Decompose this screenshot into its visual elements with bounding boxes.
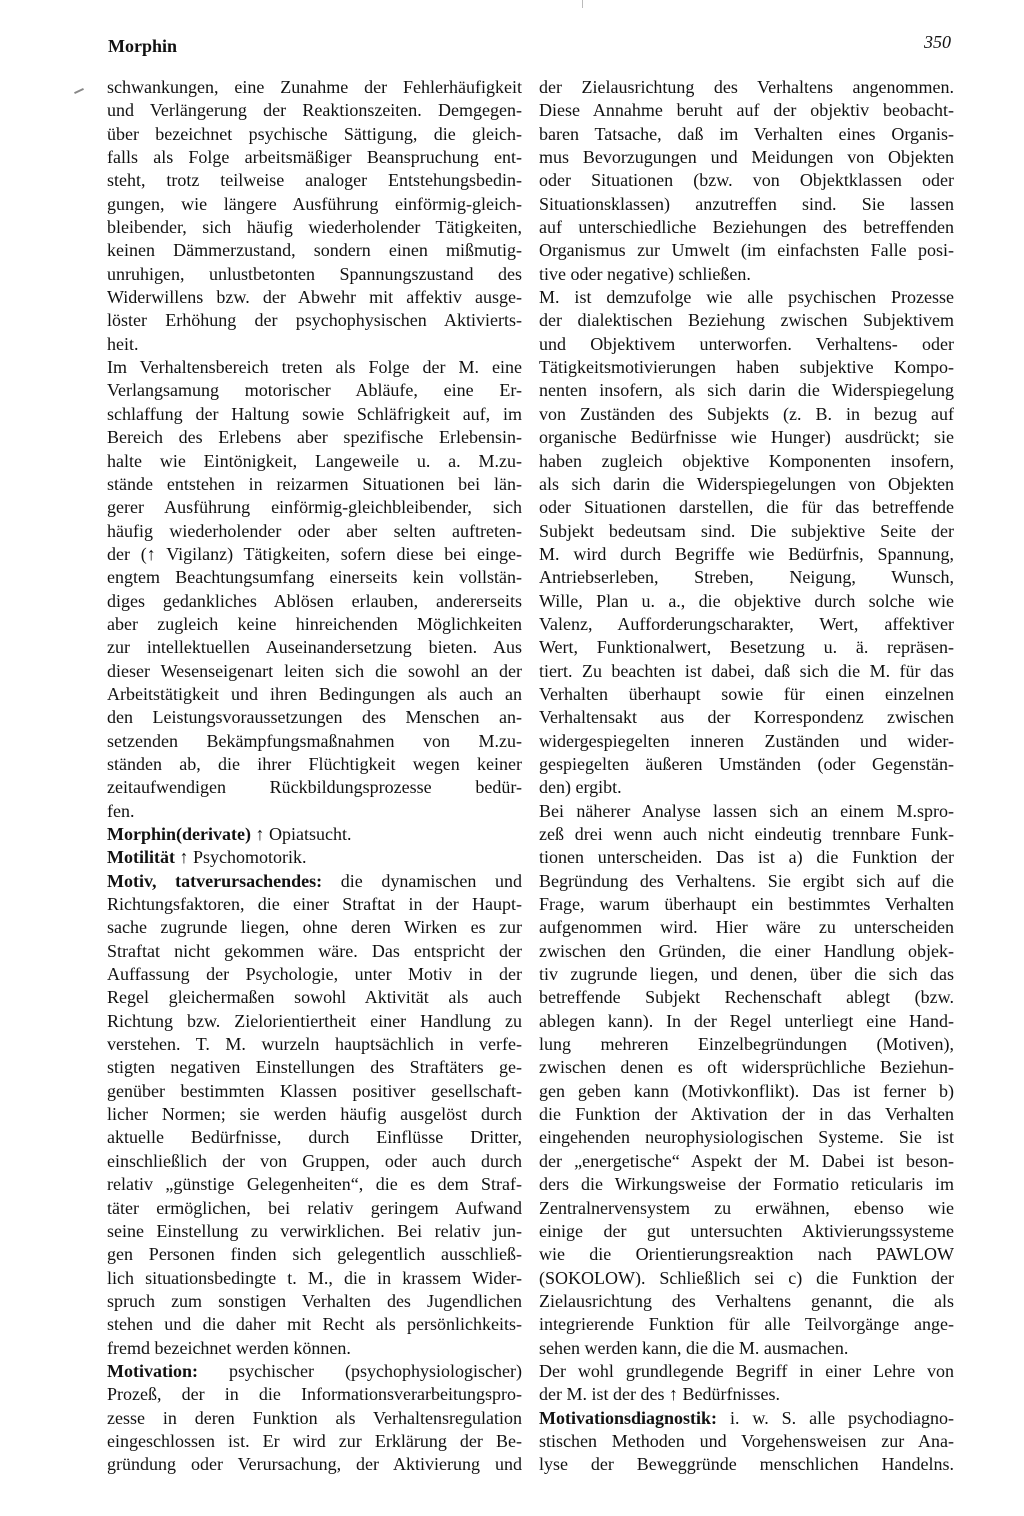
text-line: sache zugrunde liegen, ohne deren Wirken es zur bbox=[107, 917, 522, 938]
text-line: der „energetische“ Aspekt der M. Dabei ist beson- bbox=[539, 1150, 954, 1171]
text-line: Begründung des Verhaltens. Sie ergibt sich auf die bbox=[539, 870, 954, 891]
text-line: auf unterschiedliche Beziehungen des betreffenden bbox=[539, 217, 954, 238]
text-line: Tätigkeitsmotivierungen haben subjektive Kompo- bbox=[539, 357, 954, 378]
text-line: ablegen kann). In der Regel unterliegt eine Hand- bbox=[539, 1010, 954, 1031]
text-line: Verlangsamung motorischer Abläufe, eine Er- bbox=[107, 380, 522, 401]
text-line: aber zugleich keine hinreichenden Möglichkeiten bbox=[107, 613, 522, 634]
right-column bbox=[539, 76, 954, 1477]
text-line: lung mehreren Einzelbegründungen (Motiven), bbox=[539, 1034, 954, 1055]
text-line: Wert, Funktionalwert, Besetzung u. ä. repräsen- bbox=[539, 637, 954, 658]
text-line: gründung oder Verursachung, der Aktivierung und bbox=[107, 1454, 522, 1475]
text-line: Wille, Plan u. a., die objektive durch solche wie bbox=[539, 590, 954, 611]
text-line: Antriebserleben, Streben, Neigung, Wunsch, bbox=[539, 567, 954, 588]
text-line: einschließlich der von Gruppen, oder auch durch bbox=[107, 1150, 522, 1171]
text-line: über bezeichnet psychische Sättigung, die gleich- bbox=[107, 123, 522, 144]
text-line: Prozeß, der in die Informationsverarbeitungspro- bbox=[107, 1384, 522, 1405]
text-line: stigten negativen Einstellungen des Straftäters ge- bbox=[107, 1057, 522, 1078]
text-line: Situationsklassen) anzutreffen sind. Sie lassen bbox=[539, 193, 954, 214]
text-line: der M. ist der des ↑ Bedürfnisses. bbox=[539, 1384, 780, 1405]
text-line: zeß drei wenn auch nicht eindeutig trennbare Funk- bbox=[539, 824, 954, 844]
text-line: seine Einstellung zu verwirklichen. Bei relativ jun- bbox=[107, 1220, 522, 1241]
text-line: Bei näherer Analyse lassen sich an einem M.spro- bbox=[539, 800, 954, 821]
text-line: Morphin(derivate) ↑ Opiatsucht. bbox=[107, 824, 352, 844]
text-line: häufig wiederholender oder aber selten auftreten- bbox=[107, 520, 522, 541]
text-line: Motivationsdiagnostik: i. w. S. alle psychodiagno- bbox=[539, 1407, 954, 1428]
text-line: gungen, wie längere Ausführung einförmig-gleich- bbox=[107, 193, 522, 214]
text-line: Organismus zur Umwelt (im einfachsten Falle posi- bbox=[539, 240, 954, 261]
text-line: spruch zum sonstigen Verhalten des Jugendlichen bbox=[107, 1290, 522, 1311]
text-line: zeitaufwendigen Rückbildungsprozesse bedür- bbox=[107, 777, 522, 798]
text-line: Auffassung der Psychologie, unter Motiv in der bbox=[107, 964, 522, 985]
text-line: einige der gut untersuchten Aktivierungssysteme bbox=[539, 1220, 954, 1241]
entry-term: Motilität bbox=[107, 847, 175, 868]
entry-term: Motiv, tatverursachendes: bbox=[107, 870, 323, 891]
scan-tick-mark bbox=[582, 0, 583, 8]
text-line: zur intellektuellen Auseinandersetzung bieten. Aus bbox=[107, 637, 522, 658]
text-line: Widerwillens bzw. der Abwehr mit affektiv ausge- bbox=[107, 287, 522, 308]
text-line: Frage, warum überhaupt ein bestimmtes Verhalten bbox=[539, 894, 954, 915]
page-number: 350 bbox=[924, 32, 951, 52]
text-line: täter ermöglichen, bei relativ geringem Aufwand bbox=[107, 1197, 522, 1218]
text-line: Verhalten überhaupt sowie für einen einzelnen bbox=[539, 683, 954, 704]
text-line: integrierende Funktion für alle Teilvorgänge ange- bbox=[539, 1314, 954, 1335]
text-line: von Zuständen des Subjekts (z. B. in bezug auf bbox=[539, 403, 954, 424]
text-line: Zielausrichtung des Verhaltens genannt, die als bbox=[539, 1290, 954, 1311]
text-line: heit. bbox=[107, 333, 139, 354]
text-line: bleibender, sich häufig wiederholender Tätigkeiten, bbox=[107, 217, 522, 238]
text-line: halte wie Eintönigkeit, Langeweile u. a. M.zu- bbox=[107, 450, 522, 471]
text-line: gerer Ausführung einförmig-gleichbleibender, sich bbox=[107, 497, 522, 518]
text-line: aufgenommen wird. Hier wäre zu unterscheiden bbox=[539, 917, 954, 938]
text-line: und Objektivem unterworfen. Verhaltens- oder bbox=[539, 333, 954, 354]
text-line: Richtungsfaktoren, die einer Straftat in der Haupt- bbox=[107, 894, 522, 915]
text-line: die Funktion der Aktivation der in das Verhalten bbox=[539, 1104, 954, 1125]
text-line: falls als Folge arbeitsmäßiger Beanspruchung ent- bbox=[107, 147, 522, 168]
text-line: fen. bbox=[107, 800, 135, 821]
text-line: Im Verhaltensbereich treten als Folge der M. eine bbox=[107, 357, 522, 378]
text-line: licher Normen; sie werden häufig ausgelöst durch bbox=[107, 1104, 522, 1125]
text-line: relativ „günstige Gelegenheiten“, die es dem Straf- bbox=[107, 1174, 522, 1195]
text-line: Motiv, tatverursachendes: die dynamischen und bbox=[107, 870, 522, 891]
text-line: M. wird durch Begriffe wie Bedürfnis, Spannung, bbox=[539, 543, 954, 564]
text-line: oder Situationen (bzw. von Objektklassen oder bbox=[539, 170, 954, 191]
text-line: dieser Wesenseigenart leiten sich die sowohl an der bbox=[107, 660, 522, 681]
entry-term: Morphin(derivate) bbox=[107, 824, 251, 844]
text-line: Subjekt bedeutsam sind. Die subjektive Seite der bbox=[539, 520, 954, 541]
text-line: zwischen denen es oft widersprüchliche Beziehun- bbox=[539, 1057, 954, 1078]
text-line: Verhaltensakt aus der Korrespondenz zwischen bbox=[539, 707, 954, 728]
text-line: eingeschlossen ist. Er wird zur Erklärung der Be- bbox=[107, 1430, 522, 1451]
text-line: Richtung bzw. Zielorientiertheit einer Handlung zu bbox=[107, 1010, 522, 1031]
text-line: oder Situationen darstellen, die für das betreffende bbox=[539, 497, 954, 518]
text-line: baren Tatsache, daß im Verhalten eines Organis- bbox=[539, 123, 954, 144]
text-line: Diese Annahme beruht auf der objektiv beobacht- bbox=[539, 100, 954, 121]
text-line: eingehenden neurophysiologischen Systeme. Sie ist bbox=[539, 1127, 954, 1148]
text-line: wie die Orientierungsreaktion nach PAWLOW bbox=[539, 1244, 954, 1265]
text-line: der Zielausrichtung des Verhaltens angenommen. bbox=[539, 77, 954, 97]
entry-term: Motivation: bbox=[107, 1360, 198, 1381]
text-line: widergespiegelten inneren Zuständen und wider- bbox=[539, 730, 954, 751]
text-line: Zentralnervensystem zu erwähnen, ebenso wie bbox=[539, 1197, 954, 1218]
text-line: gespiegelten äußeren Umständen (oder Gegenstän- bbox=[539, 753, 954, 774]
text-line: fremd bezeichnet werden können. bbox=[107, 1337, 351, 1358]
text-line: schwankungen, eine Zunahme der Fehlerhäufigkeit bbox=[107, 77, 522, 97]
text-line: gen Personen finden sich gelegentlich ausschließ- bbox=[107, 1244, 522, 1265]
text-line: ders die Wirkungsweise der Formatio reticularis im bbox=[539, 1174, 954, 1195]
text-line: haben zugleich objektive Komponenten insofern, bbox=[539, 450, 954, 471]
text-line: Bereich des Erlebens aber spezifische Erlebensin- bbox=[107, 427, 522, 448]
text-line: aktuelle Bedürfnisse, durch Einflüsse Dritter, bbox=[107, 1127, 522, 1148]
text-line: Arbeitstätigkeit und ihren Bedingungen als auch an bbox=[107, 683, 522, 704]
margin-pencil-mark bbox=[74, 88, 84, 94]
text-line: genüber bestimmten Klassen positiver gesellschaft- bbox=[107, 1080, 522, 1101]
text-line: den) ergibt. bbox=[539, 777, 622, 798]
text-line: der dialektischen Beziehung zwischen Subjektivem bbox=[539, 310, 954, 331]
text-line: ständen ab, die ihrer Flüchtigkeit wegen keiner bbox=[107, 753, 522, 774]
text-line: tiert. Zu beachten ist dabei, daß sich die M. für das bbox=[539, 660, 954, 681]
left-column bbox=[107, 76, 522, 1477]
text-line: als sich darin die Widerspiegelungen von Objekten bbox=[539, 473, 954, 494]
text-line: keinen Dämmerzustand, sondern einen mißmutig- bbox=[107, 240, 522, 261]
text-line: schlaffung der Haltung sowie Schläfrigkeit auf, im bbox=[107, 403, 522, 424]
text-line: lyse der Beweggründe menschlichen Handelns. bbox=[539, 1454, 954, 1475]
text-line: stände entstehen in reizarmen Situationen bei län- bbox=[107, 473, 522, 494]
text-line: organische Bedürfnisse wie Hunger) ausdrückt; sie bbox=[539, 427, 954, 448]
text-line: diges gedankliches Ablösen erlauben, andererseits bbox=[107, 590, 522, 611]
text-line: M. ist demzufolge wie alle psychischen Prozesse bbox=[539, 287, 954, 308]
text-line: sehen werden kann, die die M. ausmachen. bbox=[539, 1337, 849, 1358]
text-line: zesse in deren Funktion als Verhaltensregulation bbox=[107, 1407, 522, 1428]
text-line: betreffende Subjekt Rechenschaft ablegt (bzw. bbox=[539, 987, 954, 1008]
text-line: verstehen. T. M. wurzeln hauptsächlich in verfe- bbox=[107, 1034, 522, 1055]
text-line: tiv zugrunde liegen, und denen, über die sich das bbox=[539, 964, 954, 985]
text-line: setzenden Bekämpfungsmaßnahmen von M.zu- bbox=[107, 730, 522, 751]
text-line: steht, trotz teilweise analoger Entstehungsbedin- bbox=[107, 170, 522, 191]
text-line: unruhigen, unlustbetonten Spannungszustand des bbox=[107, 263, 522, 284]
entry-term: Motivationsdiagnostik: bbox=[539, 1407, 718, 1428]
text-line: den Leistungsvoraussetzungen des Menschen an- bbox=[107, 707, 522, 728]
text-line: stehen und die daher mit Recht als persönlichkeits- bbox=[107, 1314, 522, 1335]
text-line: (SOKOLOW). Schließlich sei c) die Funktion der bbox=[539, 1267, 954, 1288]
text-line: Valenz, Aufforderungscharakter, Wert, affektiver bbox=[539, 613, 954, 634]
text-line: löster Erhöhung der psychophysischen Aktivierts- bbox=[107, 310, 522, 331]
text-line: lich situationsbedingte t. M., die in krassem Wider- bbox=[107, 1267, 522, 1288]
text-line: gen geben kann (Motivkonflikt). Das ist ferner b) bbox=[539, 1080, 954, 1101]
text-line: mus Bevorzugungen und Meidungen von Objekten bbox=[539, 147, 954, 168]
text-line: Motivation: psychischer (psychophysiologischer) bbox=[107, 1360, 522, 1381]
text-line: tionen unterscheiden. Das ist a) die Funktion der bbox=[539, 847, 954, 868]
text-line: tive oder negative) schließen. bbox=[539, 263, 751, 284]
text-line: Regel gleichermaßen sowohl Aktivität als auch bbox=[107, 987, 522, 1008]
text-line: stischen Methoden und Vorgehensweisen zur Ana- bbox=[539, 1430, 954, 1451]
text-line: Motilität ↑ Psychomotorik. bbox=[107, 847, 307, 868]
text-line: Der wohl grundlegende Begriff in einer Lehre von bbox=[539, 1360, 954, 1381]
text-line: und Verlängerung der Reaktionszeiten. Demgegen- bbox=[107, 100, 522, 121]
text-line: nenten insofern, als sich darin die Widerspiegelung bbox=[539, 380, 954, 401]
text-line: engtem Beachtungsumfang einerseits kein vollstän- bbox=[107, 567, 522, 588]
text-line: zwischen den Gründen, die einer Handlung objek- bbox=[539, 940, 954, 961]
text-line: Straftat nicht gekommen wäre. Das entspricht der bbox=[107, 940, 522, 961]
running-head: Morphin bbox=[108, 36, 178, 56]
text-line: der (↑ Vigilanz) Tätigkeiten, sofern diese bei einge- bbox=[107, 543, 522, 564]
